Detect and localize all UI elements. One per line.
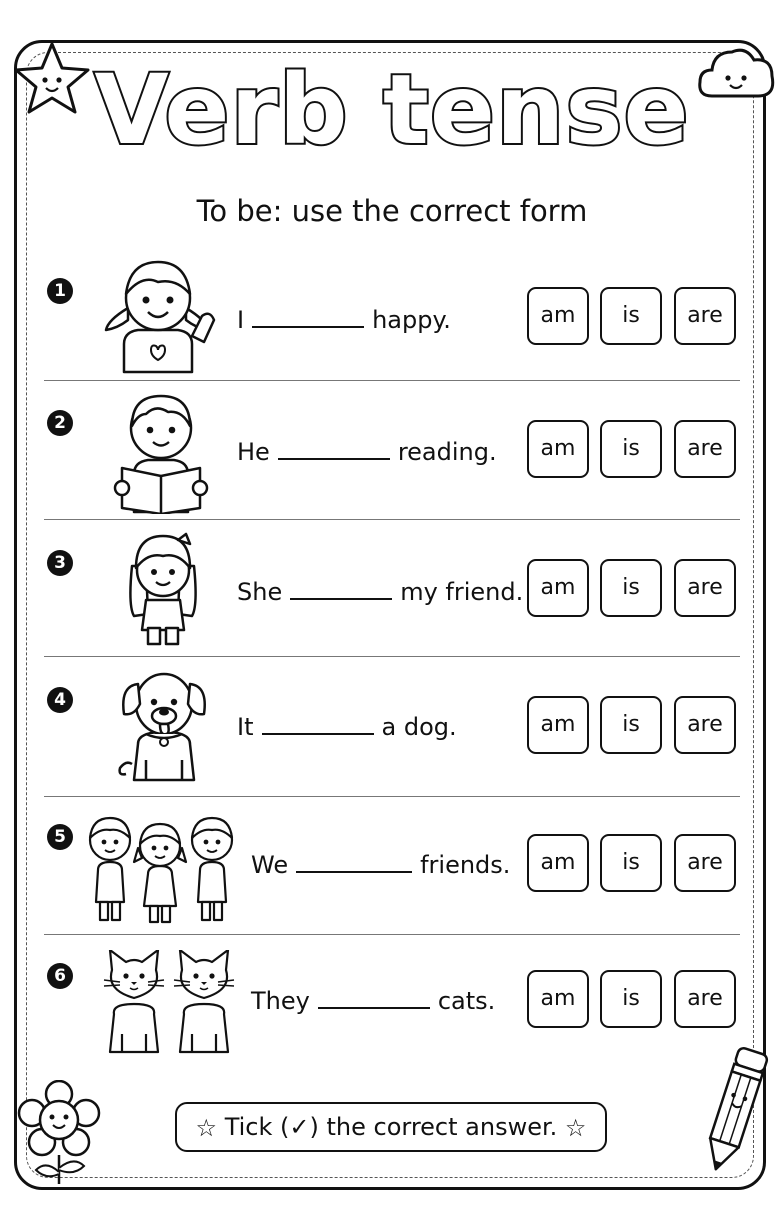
option-am-button[interactable]: am [527,559,589,617]
pencil-icon [694,1040,774,1180]
option-are-button[interactable]: are [674,559,736,617]
page-title: Verb tense [94,54,690,166]
two-cats-icon [100,950,238,1056]
girl-waving-icon [98,250,220,374]
option-am-button[interactable]: am [527,834,589,892]
row-divider [44,380,740,381]
sentence-rest: cats. [437,987,496,1015]
option-is-button[interactable]: is [600,834,662,892]
answer-blank[interactable] [318,1006,430,1009]
option-are-button[interactable]: are [674,287,736,345]
question-sentence [237,713,457,741]
star-icon: ☆ [564,1114,587,1142]
sentence-rest: reading. [397,438,497,466]
option-am-button[interactable]: am [527,696,589,754]
page-subtitle: To be: use the correct form [196,194,588,228]
question-number: 1 [47,278,73,304]
sentence-rest: friends. [420,851,511,879]
sentence-subject: They [251,987,310,1015]
star-icon: ☆ [195,1114,218,1142]
flower-icon [16,1080,102,1186]
row-divider [44,934,740,935]
question-sentence [237,438,497,466]
question-number: 6 [47,963,73,989]
option-am-button[interactable]: am [527,287,589,345]
question-number: 4 [47,687,73,713]
sentence-subject: It [237,713,254,741]
sentence-subject: She [237,578,283,606]
option-are-button[interactable]: are [674,834,736,892]
sentence-subject: We [251,851,289,879]
question-sentence [237,306,451,334]
row-divider [44,519,740,520]
option-are-button[interactable]: are [674,420,736,478]
question-sentence [251,851,510,879]
question-sentence [237,578,523,606]
sentence-subject: I [237,306,245,334]
option-am-button[interactable]: am [527,420,589,478]
question-number: 3 [47,550,73,576]
row-divider [44,796,740,797]
sentence-subject: He [237,438,270,466]
question-number: 5 [47,824,73,850]
dog-icon [116,664,212,786]
sentence-rest: my friend. [400,578,524,606]
girl-icon [118,526,208,652]
answer-blank[interactable] [290,597,392,600]
option-is-button[interactable]: is [600,970,662,1028]
answer-blank[interactable] [278,457,390,460]
three-kids-icon [86,808,238,926]
option-are-button[interactable]: are [674,696,736,754]
option-is-button[interactable]: is [600,559,662,617]
question-number: 2 [47,410,73,436]
option-am-button[interactable]: am [527,970,589,1028]
option-is-button[interactable]: is [600,696,662,754]
instruction-box [175,1102,607,1152]
option-are-button[interactable]: are [674,970,736,1028]
row-divider [44,656,740,657]
answer-blank[interactable] [296,870,412,873]
boy-reading-icon [112,386,210,514]
answer-blank[interactable] [252,325,364,328]
sentence-rest: happy. [372,306,451,334]
instruction-text: Tick (✓) the correct answer. [224,1113,558,1141]
question-sentence [251,987,495,1015]
sentence-rest: a dog. [381,713,457,741]
option-is-button[interactable]: is [600,420,662,478]
option-is-button[interactable]: is [600,287,662,345]
answer-blank[interactable] [262,732,374,735]
